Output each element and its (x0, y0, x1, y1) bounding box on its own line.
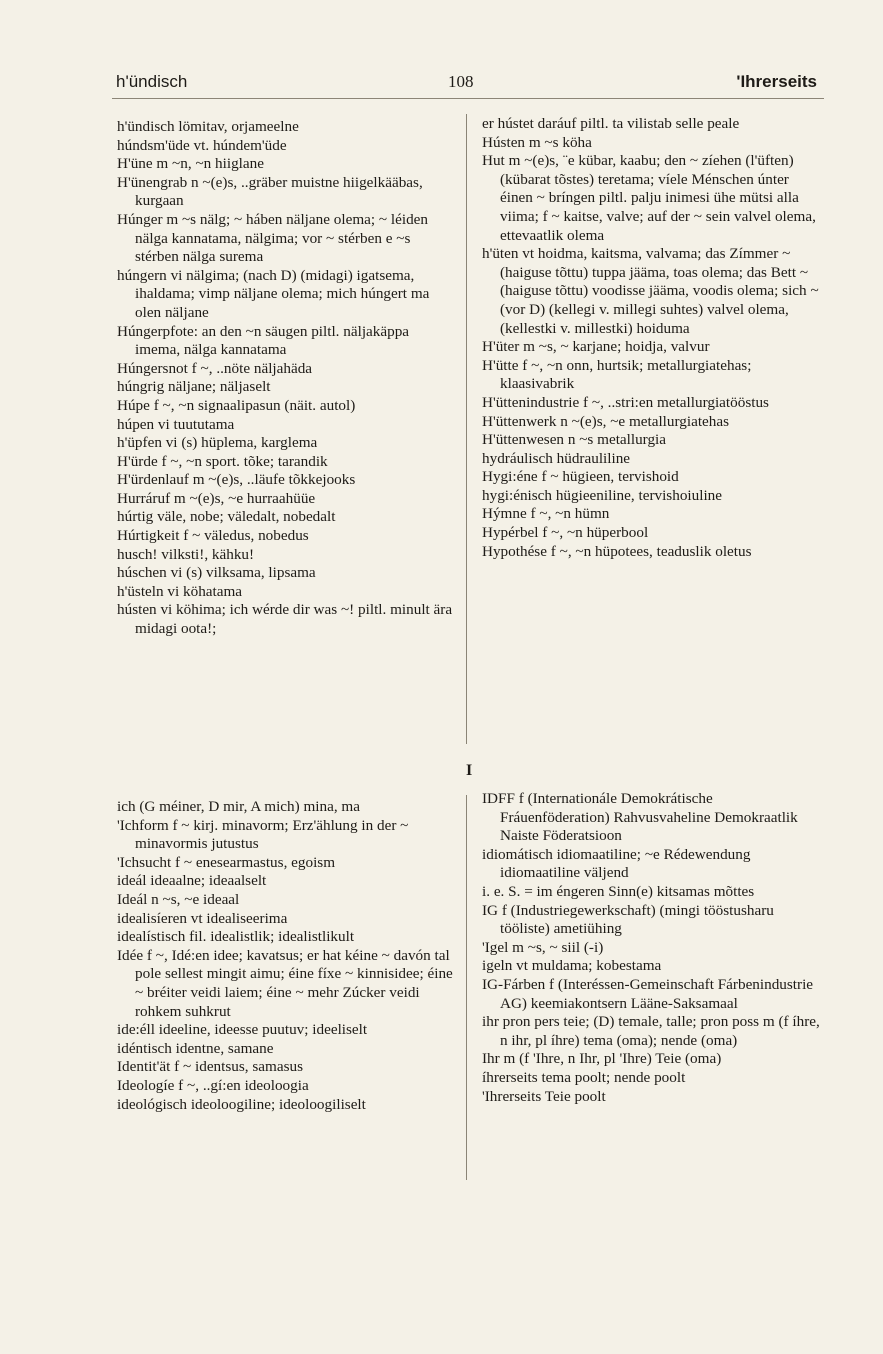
dictionary-entry: h'üten vt hoidma, kaitsma, valvama; das Zímmer ~ (haiguse tõttu) tuppa jääma, toas olema; das Bett ~ (haiguse tõttu) voodisse jääma, voodis olema; sich ~ (vor D) (kellegi v. millegi suhtes) valvel olema, (kellestki v. millestki) hoiduma (482, 245, 819, 337)
dictionary-entry: H'üne m ~n, ~n hiiglane (117, 155, 264, 173)
dictionary-entry: H'üttenwerk n ~(e)s, ~e metallurgiatehas (482, 412, 730, 430)
dictionary-entry: Idée f ~, Idé:en idee; kavatsus; er hat kéine ~ davón tal pole sellest mingit aimu; éine fíxe ~ kinnisidee; éine ~ bréiter veidi laiem; éine ~ mehr Zúcker veidi rohkem suhkrut (117, 946, 453, 1020)
dictionary-entry: IDFF f (Internationále Demokrátische Fráuenföderation) Rahvusvaheline Demokraatlik Naiste Föderatsioon (482, 790, 798, 845)
dictionary-entry: Hut m ~(e)s, ¨e kübar, kaabu; den ~ zíehen (l'üften) (kübarat tõstes) teretama; víele Ménschen únter éinen ~ bríngen piltl. palju inimesi ühe mütsi alla viima; f ~ kaitse, valve; auf der ~ sein valvel olema, ettevaatlik olema (482, 152, 816, 244)
dictionary-entry: ideál ideaalne; ideaalselt (117, 872, 267, 890)
dictionary-entry: íhrerseits tema poolt; nende poolt (482, 1068, 686, 1086)
dictionary-entry: H'ürde f ~, ~n sport. tõke; tarandik (117, 452, 328, 470)
dictionary-entry: H'üter m ~s, ~ karjane; hoidja, valvur (482, 338, 710, 356)
dictionary-entry: idealisíeren vt idealiseerima (117, 909, 288, 927)
dictionary-entry: ideológisch ideoloogiline; ideoloogiliselt (117, 1095, 366, 1113)
dictionary-entry: H'üttenindustrie f ~, ..stri:en metallurgiatööstus (482, 393, 769, 411)
dictionary-entry: Identit'ät f ~ identsus, samasus (117, 1058, 304, 1076)
dictionary-entry: IG f (Industriegewerkschaft) (mingi tööstusharu tööliste) ametiühing (482, 901, 774, 938)
dictionary-entry: er hústet daráuf piltl. ta vilistab selle peale (482, 115, 740, 132)
dictionary-entry: h'üsteln vi köhatama (117, 582, 243, 600)
dictionary-entry: h'üpfen vi (s) hüplema, karglema (117, 434, 318, 452)
column-top-right (482, 115, 822, 561)
dictionary-entry: H'ürdenlauf m ~(e)s, ..läufe tõkkejooks (117, 471, 356, 489)
dictionary-entry: idéntisch identne, samane (117, 1039, 274, 1057)
dictionary-entry: Hýmne f ~, ~n hümn (482, 505, 610, 523)
dictionary-entry: Húrtigkeit f ~ väledus, nobedus (117, 527, 309, 545)
dictionary-entry: 'Ichsucht f ~ enesearmastus, egoism (117, 853, 336, 871)
section-letter: I (466, 762, 473, 779)
dictionary-entry: hydráulisch hüdrauliline (482, 449, 631, 467)
dictionary-entry: Hypérbel f ~, ~n hüperbool (482, 524, 649, 542)
column-bottom-left (117, 798, 457, 1114)
column-top-left (117, 118, 457, 639)
dictionary-entry: igeln vt muldama; kobestama (482, 957, 662, 975)
dictionary-entry: Ihr m (f 'Ihre, n Ihr, pl 'Ihre) Teie (oma) (482, 1050, 722, 1068)
dictionary-entry: H'ütte f ~, ~n onn, hurtsik; metallurgiatehas; klaasivabrik (482, 356, 752, 393)
dictionary-entry: húngrig näljane; näljaselt (117, 378, 271, 396)
dictionary-entry: ich (G méiner, D mir, A mich) mina, ma (117, 798, 360, 815)
dictionary-entry: H'ünengrab n ~(e)s, ..gräber muistne hiigelkääbas, kurgaan (117, 173, 423, 210)
dictionary-entry: Húpe f ~, ~n signaalipasun (näit. autol) (117, 396, 356, 414)
header-left-guide-word: h'ündisch (116, 72, 188, 91)
dictionary-entry: idiomátisch idiomaatiline; ~e Rédewendung idiomaatiline väljend (482, 845, 751, 882)
header-rule (112, 98, 824, 99)
dictionary-entry: húrtig väle, nobe; väledalt, nobedalt (117, 508, 336, 526)
dictionary-entry: Húnger m ~s nälg; ~ háben näljane olema; ~ léiden nälga kannatama, nälgima; vor ~ stérben e ~s stérben nälga surema (117, 210, 429, 266)
dictionary-entry: húngern vi nälgima; (nach D) (midagi) igatsema, ihaldama; vimp näljane olema; mich húngert ma olen näljane (117, 266, 430, 321)
dictionary-entry: Húngerpfote: an den ~n säugen piltl. näljakäppa imema, nälga kannatama (117, 322, 410, 359)
dictionary-entry: Hústen m ~s köha (482, 133, 592, 151)
column-divider-bottom (466, 795, 467, 1180)
column-bottom-right (482, 790, 822, 1106)
dictionary-entry: húschen vi (s) vilksama, lipsama (117, 564, 316, 582)
dictionary-entry: ihr pron pers teie; (D) temale, talle; pron poss m (f íhre, n ihr, pl íhre) tema (oma); nende (oma) (482, 1013, 820, 1049)
dictionary-entry: Ideál n ~s, ~e ideaal (117, 890, 240, 908)
dictionary-entry: 'Ihrerseits Teie poolt (482, 1087, 606, 1105)
dictionary-entry: H'üttenwesen n ~s metallurgia (482, 431, 667, 449)
dictionary-entry: 'Igel m ~s, ~ siil (-i) (482, 938, 604, 956)
dictionary-entry: ide:éll ideeline, ideesse puutuv; ideeliselt (117, 1021, 368, 1039)
dictionary-entry: i. e. S. = im éngeren Sinn(e) kitsamas mõttes (482, 882, 755, 900)
dictionary-entry: IG-Fárben f (Interéssen-Gemeinschaft Fárbenindustrie AG) keemiakontsern Lääne-Saksamaal (482, 975, 814, 1012)
column-divider-top (466, 114, 467, 744)
dictionary-entry: Hurráruf m ~(e)s, ~e hurraahüüe (117, 489, 316, 507)
dictionary-entry: Ideologíe f ~, ..gí:en ideoloogia (117, 1076, 309, 1094)
header-right-guide-word: 'Ihrerseits (736, 72, 817, 91)
dictionary-entry: Hypothése f ~, ~n hüpotees, teaduslik oletus (482, 542, 752, 560)
dictionary-entry: húndsm'üde vt. húndem'üde (117, 136, 287, 154)
dictionary-entry: Húngersnot f ~, ..nöte näljahäda (117, 359, 313, 377)
dictionary-entry: husch! vilksti!, kähku! (117, 545, 255, 563)
dictionary-entry: h'ündisch lömitav, orjameelne (117, 118, 299, 135)
dictionary-entry: Hygi:éne f ~ hügieen, tervishoid (482, 468, 679, 486)
dictionary-entry: idealístisch fil. idealistlik; idealistlikult (117, 928, 355, 946)
dictionary-entry: húpen vi tuututama (117, 415, 235, 433)
dictionary-entry: 'Ichform f ~ kirj. minavorm; Erz'ählung in der ~ minavormis jutustus (117, 816, 409, 853)
dictionary-entry: hústen vi köhima; ich wérde dir was ~! piltl. minult ära midagi oota!; (117, 601, 453, 638)
dictionary-entry: hygi:énisch hügieeniline, tervishoiuline (482, 486, 722, 504)
page-number: 108 (448, 72, 474, 91)
